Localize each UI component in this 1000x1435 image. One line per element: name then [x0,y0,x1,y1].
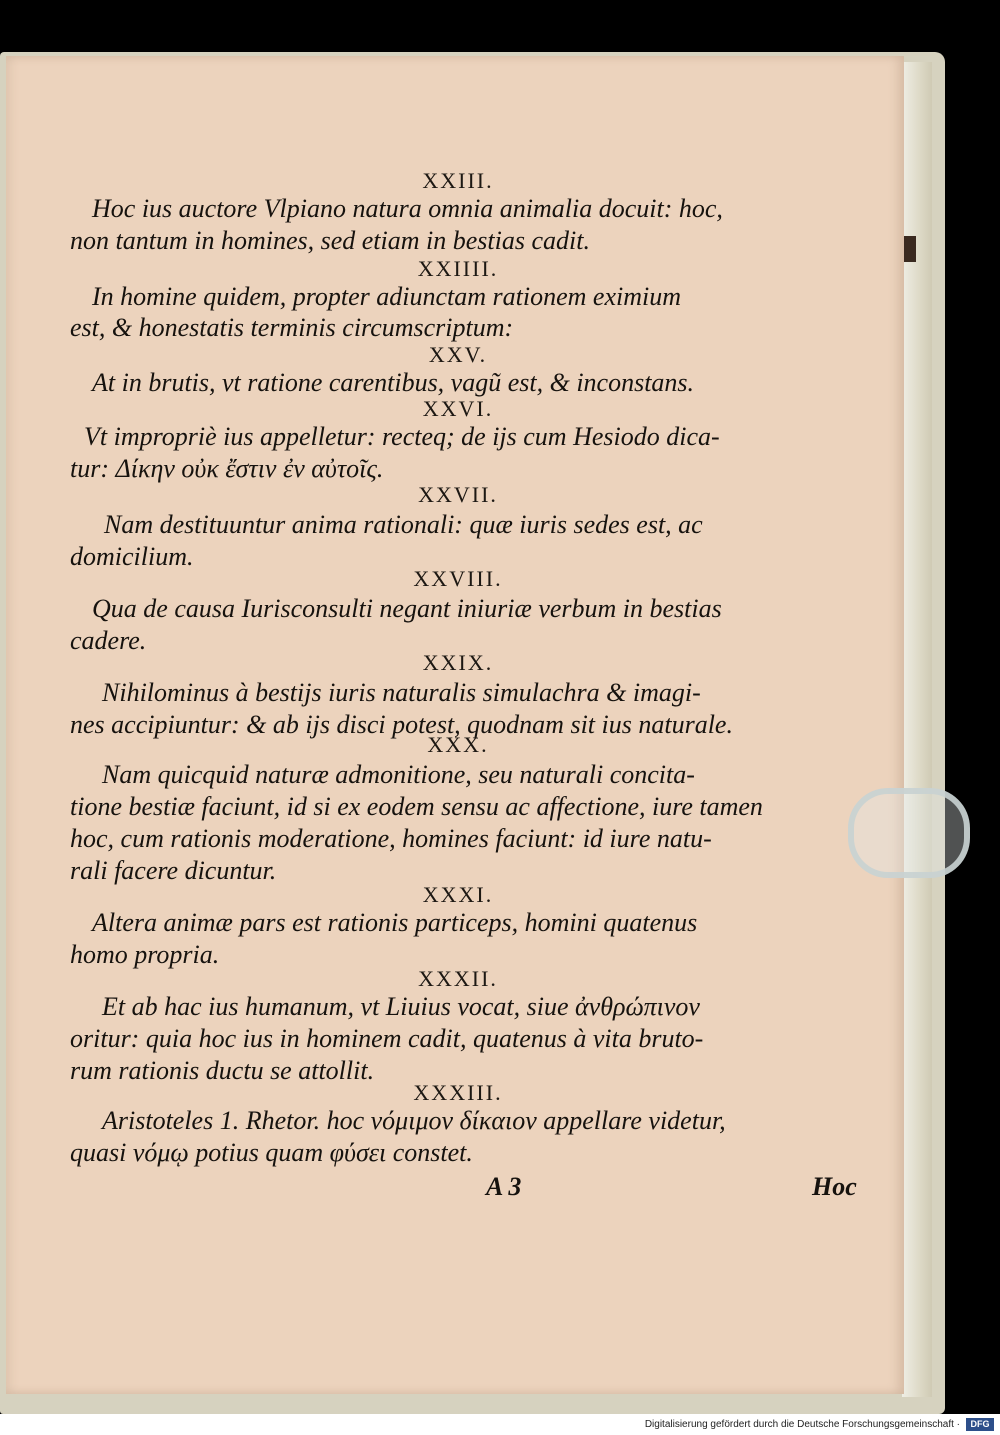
text-line: oritur: quia hoc ius in hominem cadit, quatenus à vita bruto- [70,1024,704,1053]
section-numeral: XXIII. [422,168,494,193]
signature-mark: A 3 [486,1172,522,1201]
text-line: cadere. [70,626,147,655]
text-line: homo propria. [70,940,220,969]
section-numeral: XXIX. [422,650,494,675]
text-line: In homine quidem, propter adiunctam rationem eximium [92,282,681,311]
catchword: Hoc [812,1172,857,1201]
text-line: Qua de causa Iurisconsulti negant iniuriæ verbum in bestias [92,594,722,623]
text-line: tur: Δίκην οὐκ ἔστιν ἐν αὐτοῖς. [70,454,384,483]
text-line: nes accipiuntur: & ab ijs disci potest, quodnam sit ius naturale. [70,710,733,739]
text-line: hoc, cum rationis moderatione, homines faciunt: id iure natu- [70,824,712,853]
book-page [6,56,904,1394]
text-line: Nam destituuntur anima rationali: quæ iuris sedes est, ac [104,510,703,539]
text-line: rali facere dicuntur. [70,856,277,885]
page-clip [848,788,970,878]
text-line: Aristoteles 1. Rhetor. hoc νόμιμον δίκαιον appellare videtur, [102,1106,726,1135]
text-line: Nihilominus à bestijs iuris naturalis simulachra & imagi- [102,678,701,707]
text-line: Nam quicquid naturæ admonitione, seu naturali concita- [102,760,695,789]
text-line: Vt impropriè ius appelletur: recteq; de ijs cum Hesiodo dica- [84,422,720,451]
text-line: Et ab hac ius humanum, vt Liuius vocat, siue ἀνθρώπινον [102,992,700,1021]
section-numeral: XXX. [427,732,489,757]
text-line: rum rationis ductu se attollit. [70,1056,375,1085]
section-numeral: XXXIII. [413,1080,503,1105]
section-numeral: XXXI. [422,882,494,907]
text-line: domicilium. [70,542,194,571]
text-line: Hoc ius auctore Vlpiano natura omnia animalia docuit: hoc, [92,194,723,223]
text-line: quasi νόμῳ potius quam φύσει constet. [70,1138,473,1167]
section-numeral: XXVI. [422,396,494,421]
section-numeral: XXXII. [418,966,498,991]
text-line: non tantum in homines, sed etiam in bestias cadit. [70,226,590,255]
dfg-logo: DFG [966,1418,994,1431]
text-line: est, & honestatis terminis circumscriptum: [70,313,514,342]
section-numeral: XXV. [428,342,488,367]
section-numeral: XXVIII. [413,566,503,591]
funding-credit: Digitalisierung gefördert durch die Deutsche Forschungsgemeinschaft · [644,1419,960,1430]
text-line: At in brutis, vt ratione carentibus, vagũ est, & inconstans. [92,368,695,397]
text-line: tione bestiæ faciunt, id si ex eodem sensu ac affectione, iure tamen [70,792,763,821]
section-numeral: XXIIII. [417,256,499,281]
text-line: Altera animæ pars est rationis particeps, homini quatenus [92,908,698,937]
section-numeral: XXVII. [418,482,498,507]
